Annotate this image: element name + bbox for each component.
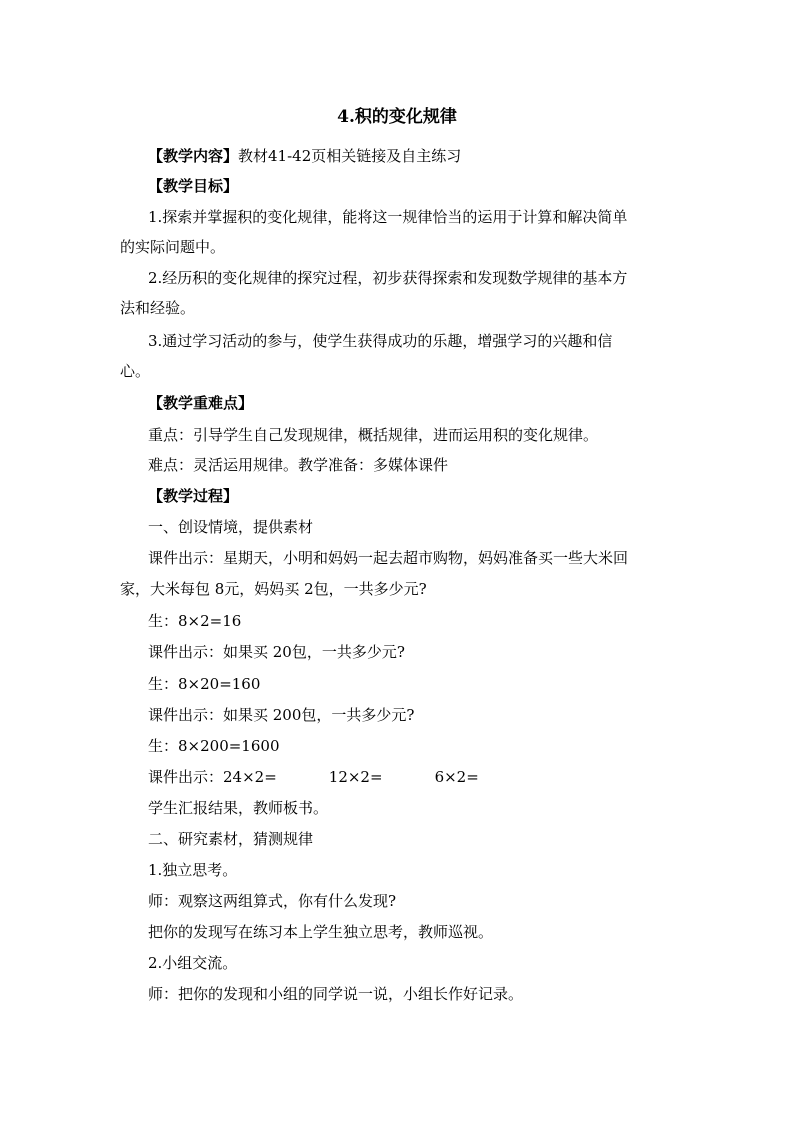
goal-1-line-1: 1.探索并掌握积的变化规律，能将这一规律恰当的运用于计算和解决简单 bbox=[148, 208, 628, 226]
teaching-content-label: 【教学内容】 bbox=[148, 147, 239, 165]
goal-2-line-1: 2.经历积的变化规律的探究过程，初步获得探索和发现数学规律的基本方 bbox=[148, 269, 628, 287]
student-answer-1: 生：8×2=16 bbox=[148, 612, 242, 630]
goals-heading: 【教学目标】 bbox=[148, 177, 239, 195]
student-answer-2: 生：8×20=160 bbox=[148, 675, 261, 693]
teacher-prompt-2: 师：把你的发现和小组的同学说一说，小组长作好记录。 bbox=[148, 985, 524, 1003]
key-points-heading: 【教学重难点】 bbox=[148, 394, 254, 412]
report-line: 学生汇报结果，教师板书。 bbox=[148, 799, 329, 817]
step-2: 2.小组交流。 bbox=[148, 954, 238, 972]
goal-2-line-2: 法和经验。 bbox=[120, 299, 196, 317]
goal-3-line-2: 心。 bbox=[120, 362, 151, 380]
courseware-2: 课件出示：如果买 20包，一共多少元? bbox=[148, 643, 405, 661]
document-title: 4.积的变化规律 bbox=[337, 107, 457, 127]
student-answer-3: 生：8×200=1600 bbox=[148, 737, 280, 755]
goal-3-line-1: 3.通过学习活动的参与，使学生获得成功的乐趣，增强学习的兴趣和信 bbox=[148, 332, 613, 350]
section-1-heading: 一、创设情境，提供素材 bbox=[148, 518, 314, 536]
teaching-content-text: 教材41-42页相关链接及自主练习 bbox=[238, 147, 462, 165]
courseware-4-prefix: 课件出示：24×2= bbox=[148, 768, 277, 786]
courseware-4 bbox=[148, 766, 680, 788]
courseware-3: 课件出示：如果买 200包，一共多少元? bbox=[148, 706, 415, 724]
goal-1-line-2: 的实际问题中。 bbox=[120, 238, 226, 256]
difficult-point: 难点：灵活运用规律。教学准备：多媒体课件 bbox=[148, 456, 449, 474]
teaching-content-line bbox=[148, 145, 680, 167]
key-point: 重点：引导学生自己发现规律，概括规律，进而运用积的变化规律。 bbox=[148, 426, 599, 444]
courseware-1-line-2: 家，大米每包 8元，妈妈买 2包，一共多少元? bbox=[120, 580, 427, 598]
courseware-4-end: 6×2= bbox=[434, 768, 479, 786]
write-down-line: 把你的发现写在练习本上学生独立思考，教师巡视。 bbox=[148, 923, 494, 941]
teacher-prompt-1: 师：观察这两组算式，你有什么发现? bbox=[148, 892, 397, 910]
step-1: 1.独立思考。 bbox=[148, 861, 238, 879]
section-2-heading: 二、研究素材，猜测规律 bbox=[148, 830, 314, 848]
process-heading: 【教学过程】 bbox=[148, 487, 239, 505]
courseware-4-mid: 12×2= bbox=[328, 768, 383, 786]
courseware-1-line-1: 课件出示：星期天，小明和妈妈一起去超市购物，妈妈准备买一些大米回 bbox=[148, 549, 629, 567]
